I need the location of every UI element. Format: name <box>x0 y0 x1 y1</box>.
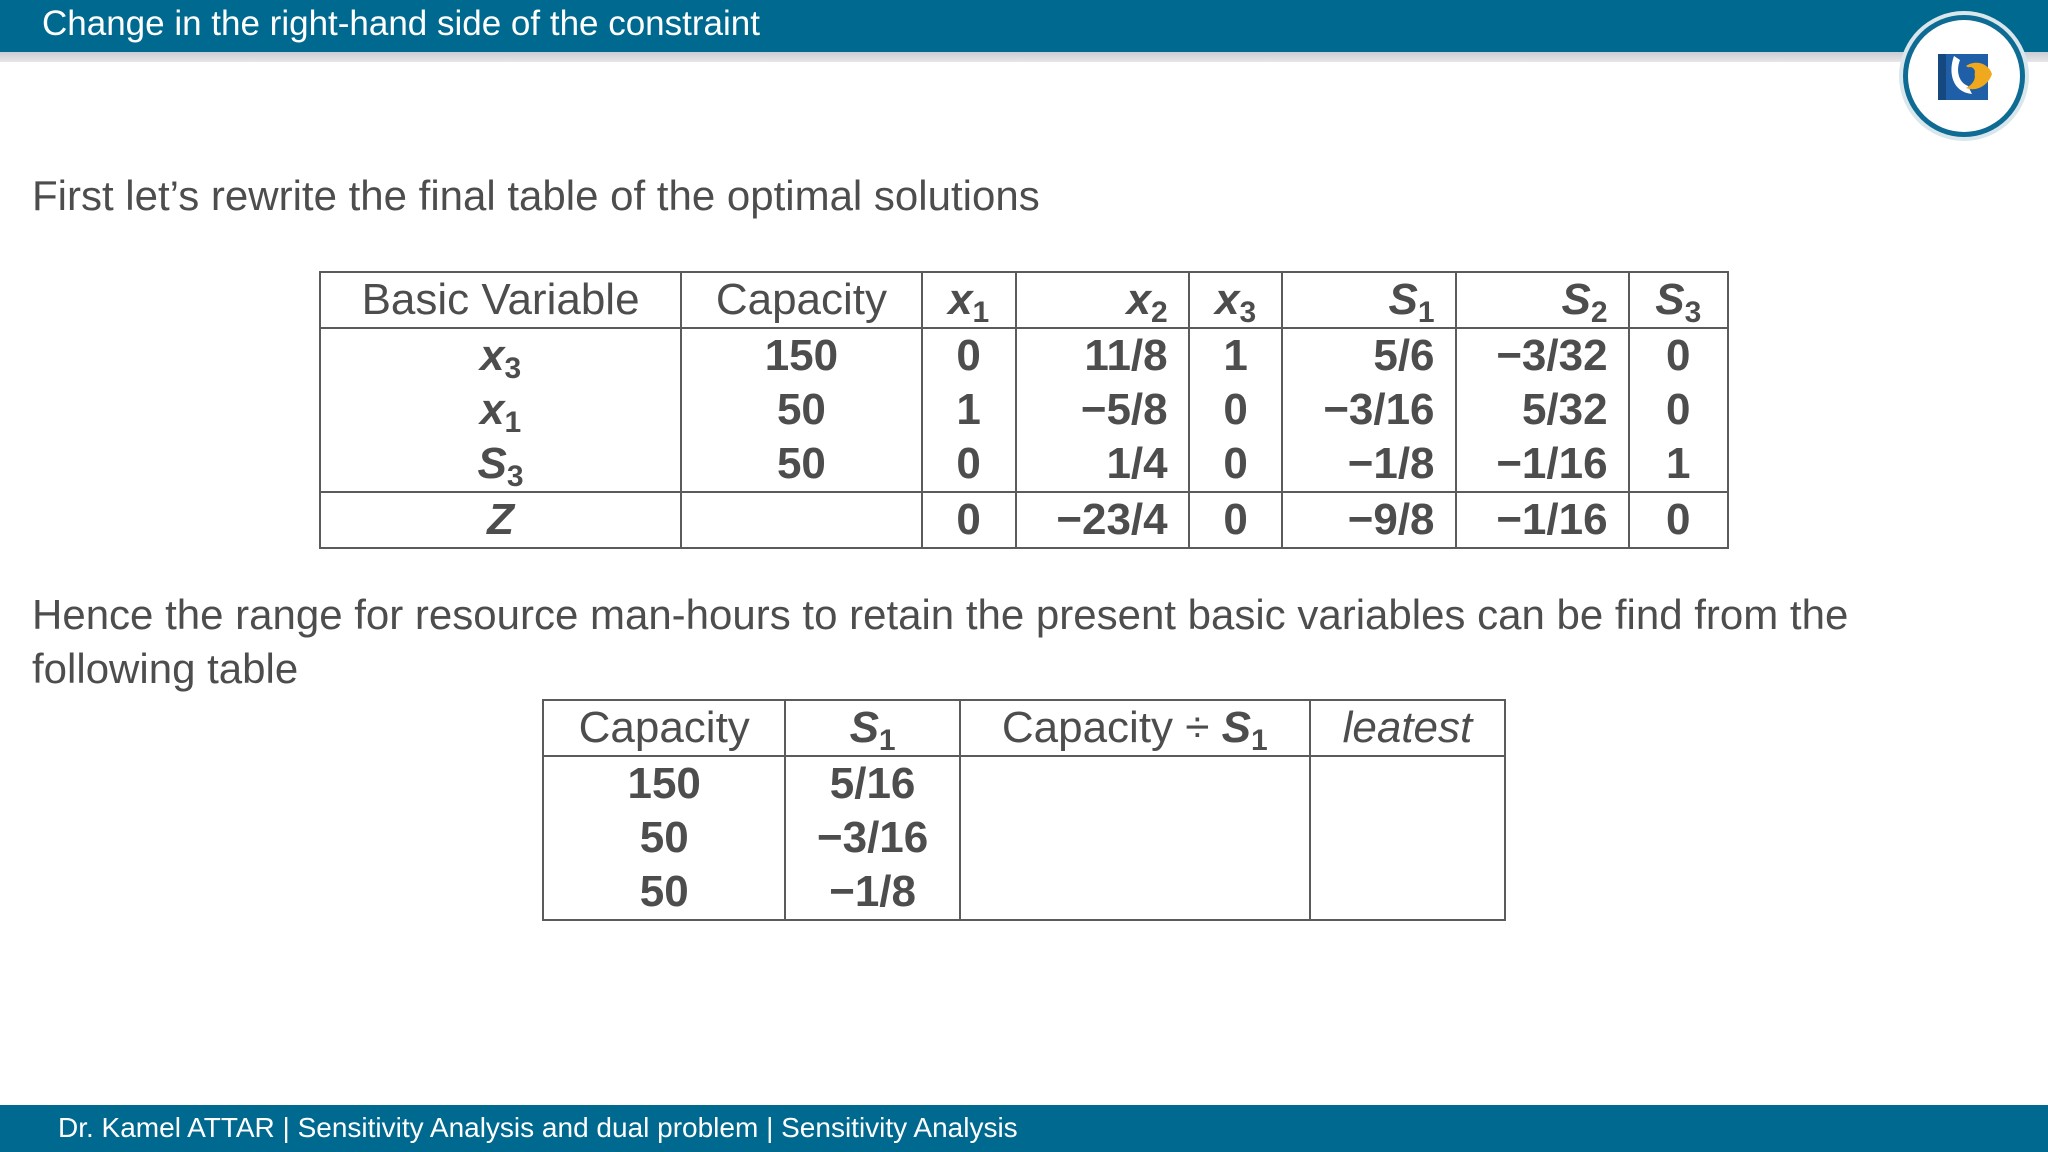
cell-capacity: 50 <box>681 437 922 492</box>
cell-x1: 0 <box>922 437 1016 492</box>
intro-sentence: First let’s rewrite the final table of the optimal solutions <box>32 172 1040 219</box>
cell-s3: 0 <box>1629 328 1728 383</box>
header-s3: $S_3$ <box>1629 272 1728 328</box>
header-capacity: Capacity <box>543 700 785 756</box>
table-row <box>543 865 1505 920</box>
cell-least <box>1310 865 1505 920</box>
header-x2: $x_2$ <box>1016 272 1189 328</box>
cell-s2: 5/32 <box>1456 383 1629 437</box>
header-s1: $S_1$ <box>785 700 959 756</box>
cell-capacity: 50 <box>681 383 922 437</box>
range-explanation: Hence the range for resource man-hours to retain the present basic variables can be find from the following table <box>32 591 1849 692</box>
table-header-row <box>320 272 1728 328</box>
cell-capacity: 150 <box>681 328 922 383</box>
cell-ratio <box>960 865 1310 920</box>
header-capacity: Capacity <box>681 272 922 328</box>
cell-x3: 0 <box>1189 492 1283 548</box>
cell-least <box>1310 756 1505 811</box>
footer-text: Dr. Kamel ATTAR | Sensitivity Analysis and dual problem | Sensitivity Analysis <box>58 1112 1018 1143</box>
header-least: leatest <box>1310 700 1505 756</box>
cell-x2: −5/8 <box>1016 383 1189 437</box>
cell-least <box>1310 811 1505 865</box>
header-divider <box>0 52 2048 62</box>
header-s2: $S_2$ <box>1456 272 1629 328</box>
cell-x3: 0 <box>1189 383 1283 437</box>
table-row <box>320 437 1728 492</box>
z-row <box>320 492 1728 548</box>
cell-s2: −1/16 <box>1456 492 1629 548</box>
cell-s3: 1 <box>1629 437 1728 492</box>
university-logo-icon <box>1908 20 2020 132</box>
cell-x2: −23/4 <box>1016 492 1189 548</box>
header-basic-variable: Basic Variable <box>320 272 681 328</box>
table-row <box>320 328 1728 383</box>
cell-s2: −3/32 <box>1456 328 1629 383</box>
cell-s1: −1/8 <box>1282 437 1455 492</box>
cell-x1: 0 <box>922 328 1016 383</box>
cell-capacity: 50 <box>543 811 785 865</box>
cell-capacity: 50 <box>543 865 785 920</box>
cell-s1: −3/16 <box>785 811 959 865</box>
cell-s1: 5/6 <box>1282 328 1455 383</box>
header-x1: $x_1$ <box>922 272 1016 328</box>
cell-basic: $x_1$ <box>320 383 681 437</box>
cell-ratio <box>960 811 1310 865</box>
header-s1: $S_1$ <box>1282 272 1455 328</box>
cell-x2: 1/4 <box>1016 437 1189 492</box>
cell-basic: $S_3$ <box>320 437 681 492</box>
cell-capacity <box>681 492 922 548</box>
cell-s2: −1/16 <box>1456 437 1629 492</box>
cell-x1: 0 <box>922 492 1016 548</box>
table-header-row <box>543 700 1505 756</box>
cell-x3: 1 <box>1189 328 1283 383</box>
cell-s3: 0 <box>1629 383 1728 437</box>
cell-x3: 0 <box>1189 437 1283 492</box>
table-row <box>543 811 1505 865</box>
cell-x1: 1 <box>922 383 1016 437</box>
cell-z-label: Z <box>320 492 681 548</box>
table-row <box>543 756 1505 811</box>
cell-s3: 0 <box>1629 492 1728 548</box>
cell-s1: −9/8 <box>1282 492 1455 548</box>
header-x3: $x_3$ <box>1189 272 1283 328</box>
table-row <box>320 383 1728 437</box>
cell-s1: −3/16 <box>1282 383 1455 437</box>
final-simplex-table <box>319 271 1729 549</box>
cell-ratio <box>960 756 1310 811</box>
slide-title: Change in the right-hand side of the constraint <box>42 4 760 43</box>
cell-x2: 11/8 <box>1016 328 1189 383</box>
cell-basic: $x_3$ <box>320 328 681 383</box>
cell-capacity: 150 <box>543 756 785 811</box>
ratio-table <box>542 699 1506 921</box>
cell-s1: 5/16 <box>785 756 959 811</box>
header-ratio: Capacity ÷ $S_1$ <box>960 700 1310 756</box>
cell-s1: −1/8 <box>785 865 959 920</box>
